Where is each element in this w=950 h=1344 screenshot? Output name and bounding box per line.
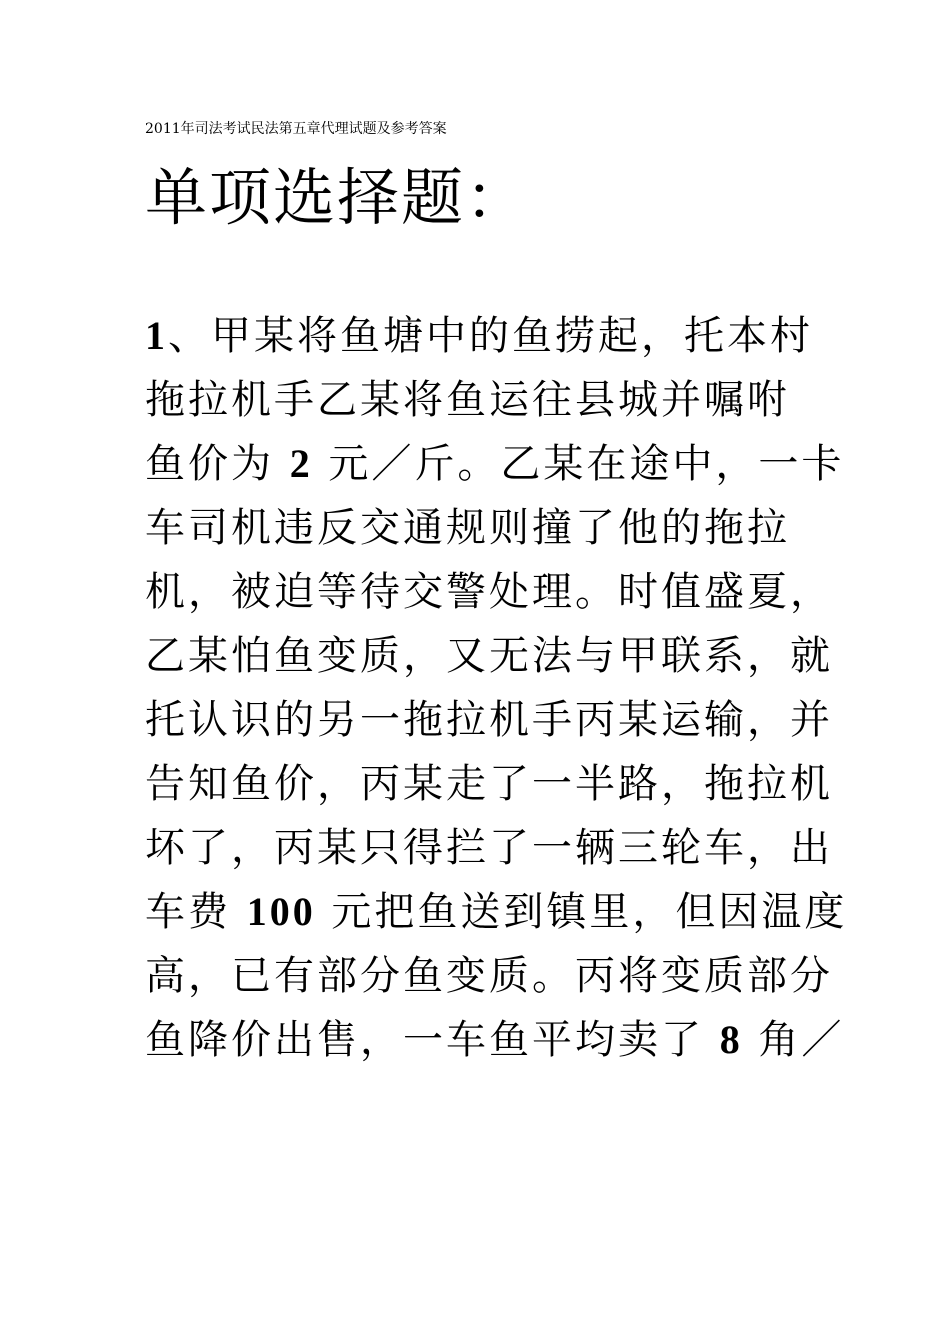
- question-line: [145, 560, 833, 624]
- question-line: [145, 752, 833, 816]
- question-line: [145, 816, 833, 880]
- text-segment: 元把鱼送到镇里，但因温度: [315, 889, 848, 935]
- text-segment: 拖拉机手乙某将鱼运往县城并嘱咐: [145, 377, 790, 423]
- text-segment: 鱼降价出售，一车鱼平均卖了: [145, 1017, 720, 1063]
- bold-numeral: 8: [719, 1017, 743, 1062]
- bold-numeral: 1: [145, 313, 168, 358]
- text-segment: 坏了，丙某只得拦了一辆三轮车，出: [145, 825, 833, 871]
- text-segment: 乙某怕鱼变质，又无法与甲联系，就: [145, 633, 833, 679]
- question-line: [145, 1008, 845, 1072]
- text-segment: 角／: [742, 1017, 845, 1063]
- document-title: 2011年司法考试民法第五章代理试题及参考答案: [145, 121, 447, 137]
- text-segment: 机，被迫等待交警处理。时值盛夏，: [145, 569, 833, 615]
- question-line: [145, 496, 810, 560]
- text-segment: 元／斤。乙某在途中，一卡: [312, 441, 845, 487]
- question-line: [145, 304, 813, 368]
- question-line: [145, 880, 848, 944]
- question-1-text: [145, 304, 848, 1072]
- bold-numeral: 2: [289, 441, 313, 486]
- text-segment: 告知鱼价，丙某走了一半路，拖拉机: [145, 761, 833, 807]
- text-segment: 车司机违反交通规则撞了他的拖拉: [145, 505, 790, 551]
- text-segment: 鱼价为: [145, 441, 290, 487]
- bold-numeral: 100: [246, 889, 316, 934]
- text-segment: 高，已有部分鱼变质。丙将变质部分: [145, 953, 833, 999]
- text-segment: 车费: [145, 889, 247, 935]
- text-segment: 、甲某将鱼塘中的鱼捞起，托本村: [168, 313, 813, 359]
- question-line: [145, 432, 845, 496]
- text-segment: 托认识的另一拖拉机手丙某运输，并: [145, 697, 833, 743]
- question-line: [145, 624, 833, 688]
- section-heading: 单项选择题：: [145, 161, 530, 234]
- question-line: [145, 368, 810, 432]
- question-line: [145, 688, 833, 752]
- question-line: [145, 944, 833, 1008]
